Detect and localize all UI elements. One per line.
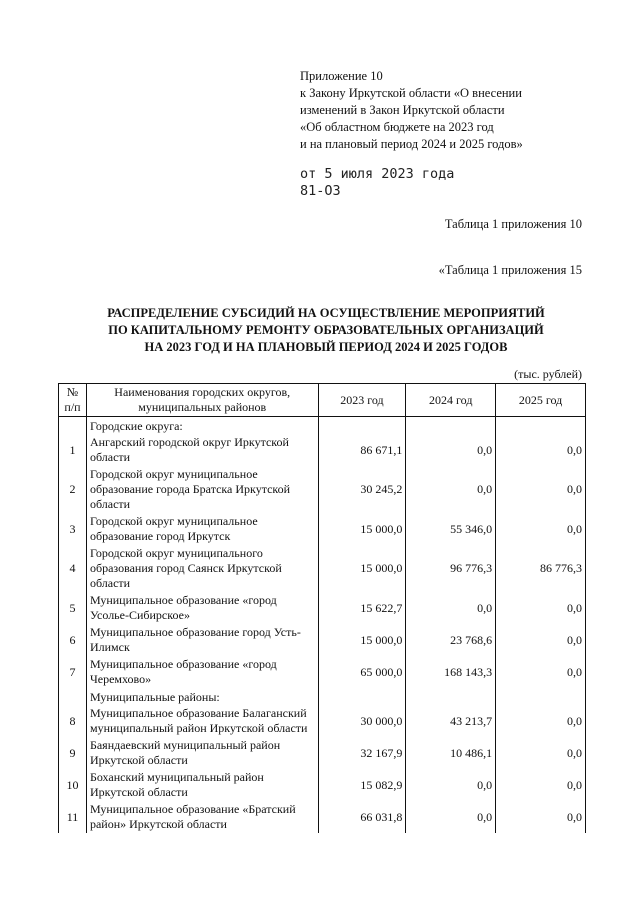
law-signature-stamp (300, 166, 454, 200)
law-date: от 5 июля 2023 года (300, 166, 455, 182)
appendix-line: и на плановый период 2024 и 2025 годов» (300, 137, 523, 151)
row-2025: 0,0 (496, 769, 586, 801)
row-2025: 0,0 (496, 705, 586, 737)
section-label: Городские округа: (86, 417, 318, 435)
table-header (59, 384, 586, 417)
title-line: НА 2023 ГОД И НА ПЛАНОВЫЙ ПЕРИОД 2024 И 2025 ГОДОВ (144, 340, 508, 354)
row-2024: 10 486,1 (406, 737, 496, 769)
row-name: Муниципальное образование «город Черемхово» (86, 656, 318, 688)
appendix-line: к Закону Иркутской области «О внесении (300, 86, 522, 100)
row-name: Муниципальное образование «Братский район» Иркутской области (86, 801, 318, 833)
table-row (59, 434, 586, 466)
unit-label: (тыс. рублей) (514, 367, 582, 381)
row-2024: 0,0 (406, 769, 496, 801)
row-2023: 30 000,0 (318, 705, 406, 737)
row-num: 1 (59, 434, 87, 466)
row-num: 10 (59, 769, 87, 801)
section-row (59, 417, 586, 435)
row-num: 7 (59, 656, 87, 688)
appendix-note (300, 68, 523, 153)
row-num: 3 (59, 513, 87, 545)
row-2024: 43 213,7 (406, 705, 496, 737)
table-reference-1: Таблица 1 приложения 10 (444, 217, 582, 231)
table-row (59, 705, 586, 737)
row-2025: 0,0 (496, 513, 586, 545)
document-title (84, 305, 568, 356)
table-row (59, 656, 586, 688)
row-2025: 0,0 (496, 434, 586, 466)
row-2025: 0,0 (496, 656, 586, 688)
row-2024: 0,0 (406, 434, 496, 466)
row-name: Городской округ муниципальное образование города Братска Иркутской области (86, 466, 318, 513)
row-2023: 15 000,0 (318, 545, 406, 592)
title-line: РАСПРЕДЕЛЕНИЕ СУБСИДИЙ НА ОСУЩЕСТВЛЕНИЕ МЕРОПРИЯТИЙ (107, 306, 545, 320)
table-row (59, 801, 586, 833)
row-2025: 86 776,3 (496, 545, 586, 592)
table-row (59, 466, 586, 513)
subsidy-table (58, 383, 586, 833)
row-name: Муниципальное образование «город Усолье-Сибирское» (86, 592, 318, 624)
table-reference-2: «Таблица 1 приложения 15 (438, 263, 582, 277)
row-2023: 32 167,9 (318, 737, 406, 769)
table-row (59, 624, 586, 656)
section-row (59, 688, 586, 705)
appendix-line: Приложение 10 (300, 69, 383, 83)
row-name: Муниципальное образование город Усть-Илимск (86, 624, 318, 656)
row-name: Городской округ муниципального образования город Саянск Иркутской области (86, 545, 318, 592)
row-num: 11 (59, 801, 87, 833)
row-2023: 15 082,9 (318, 769, 406, 801)
table-row (59, 769, 586, 801)
header-2024: 2024 год (406, 384, 496, 417)
row-2023: 15 622,7 (318, 592, 406, 624)
row-2025: 0,0 (496, 624, 586, 656)
title-line: ПО КАПИТАЛЬНОМУ РЕМОНТУ ОБРАЗОВАТЕЛЬНЫХ ОРГАНИЗАЦИЙ (108, 323, 544, 337)
appendix-line: изменений в Закон Иркутской области (300, 103, 505, 117)
row-num: 6 (59, 624, 87, 656)
section-label: Муниципальные районы: (86, 688, 318, 705)
row-2024: 0,0 (406, 592, 496, 624)
row-2023: 65 000,0 (318, 656, 406, 688)
table-row (59, 513, 586, 545)
row-2024: 0,0 (406, 466, 496, 513)
header-name: Наименования городских округов, муниципальных районов (86, 384, 318, 417)
row-2023: 15 000,0 (318, 513, 406, 545)
row-name: Ангарский городской округ Иркутской области (86, 434, 318, 466)
row-num: 4 (59, 545, 87, 592)
row-2025: 0,0 (496, 737, 586, 769)
header-2023: 2023 год (318, 384, 406, 417)
row-2025: 0,0 (496, 592, 586, 624)
row-num: 9 (59, 737, 87, 769)
row-name: Боханский муниципальный район Иркутской области (86, 769, 318, 801)
row-2024: 168 143,3 (406, 656, 496, 688)
row-2024: 23 768,6 (406, 624, 496, 656)
row-2023: 15 000,0 (318, 624, 406, 656)
row-2023: 66 031,8 (318, 801, 406, 833)
row-2025: 0,0 (496, 466, 586, 513)
appendix-line: «Об областном бюджете на 2023 год (300, 120, 494, 134)
row-2024: 55 346,0 (406, 513, 496, 545)
law-number: 81-ОЗ (300, 183, 341, 199)
row-num: 5 (59, 592, 87, 624)
row-num: 2 (59, 466, 87, 513)
row-num: 8 (59, 705, 87, 737)
table-row (59, 592, 586, 624)
row-2024: 0,0 (406, 801, 496, 833)
table-row (59, 545, 586, 592)
row-name: Баяндаевский муниципальный район Иркутской области (86, 737, 318, 769)
row-2023: 30 245,2 (318, 466, 406, 513)
row-name: Муниципальное образование Балаганский муниципальный район Иркутской области (86, 705, 318, 737)
row-2025: 0,0 (496, 801, 586, 833)
row-2024: 96 776,3 (406, 545, 496, 592)
header-2025: 2025 год (496, 384, 586, 417)
header-num: № п/п (59, 384, 87, 417)
row-2023: 86 671,1 (318, 434, 406, 466)
table-row (59, 737, 586, 769)
row-name: Городской округ муниципальное образование город Иркутск (86, 513, 318, 545)
